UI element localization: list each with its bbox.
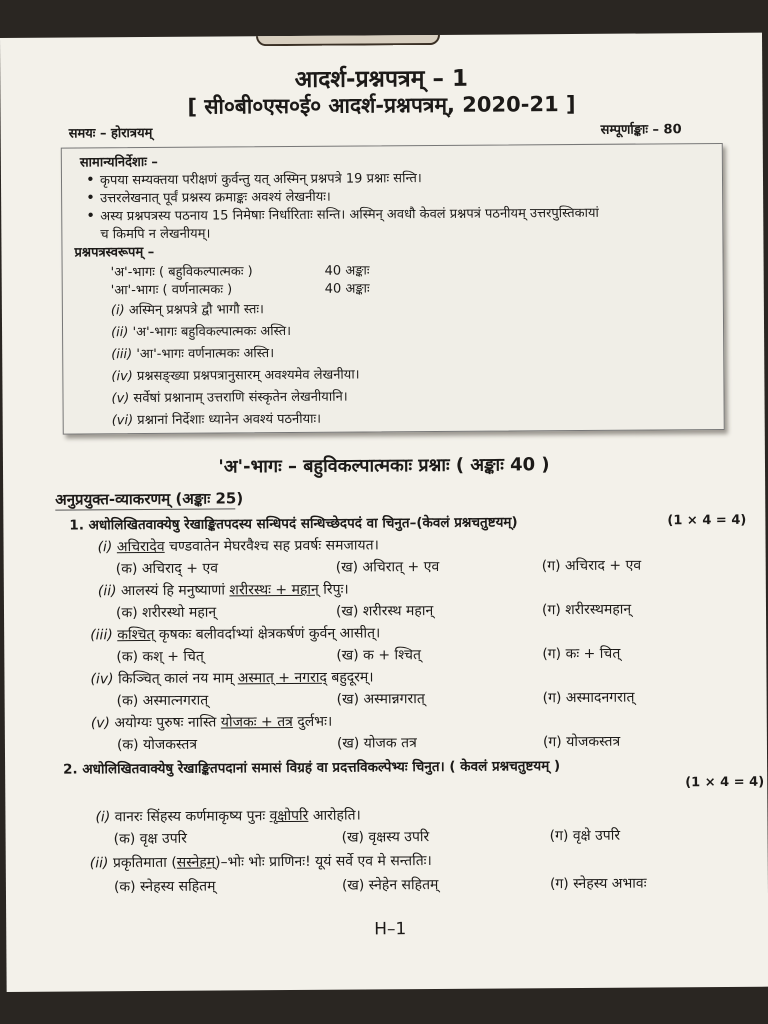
note-item: (iv) प्रश्नसङ्ख्या प्रश्नपत्रानुसारम् अवश्यमेव लेखनीया। bbox=[111, 367, 360, 385]
note-item: (i) अस्मिन् प्रश्नपत्रे द्वौ भागौ स्तः। bbox=[110, 302, 264, 319]
option-kha[interactable]: (ख) अस्मान्नगरात् bbox=[336, 691, 425, 708]
option-ka[interactable]: (क) वृक्ष उपरि bbox=[113, 830, 188, 848]
option-ga[interactable]: (ग) वृक्षे उपरि bbox=[549, 827, 621, 845]
option-ga[interactable]: (ग) अस्मादनगरात् bbox=[542, 689, 635, 707]
q1-sentence-iv: (iv) किञ्चित् कालं नय माम् अस्मात् + नगराद् बहुदूरम्। bbox=[90, 669, 374, 688]
option-ga[interactable]: (ग) योजकस्तत्र bbox=[542, 733, 621, 751]
part-b-marks: 40 अङ्काः bbox=[324, 281, 370, 297]
grammar-subheading: अनुप्रयुक्त-व्याकरणम् (अङ्काः 25) bbox=[55, 489, 244, 509]
option-ga[interactable]: (ग) शरीरस्थमहान् bbox=[541, 601, 632, 619]
paper-title: आदर्श-प्रश्नपत्रम् – 1 bbox=[294, 65, 469, 93]
instruction-continuation: च किमपि न लेखनीयम्। bbox=[100, 226, 211, 243]
note-item: (ii) 'अ'-भागः बहुविकल्पात्मकः अस्ति। bbox=[111, 323, 292, 341]
marks-label: सम्पूर्णाङ्काः – 80 bbox=[600, 122, 682, 138]
page-number: H–1 bbox=[374, 919, 407, 940]
part-b-label: 'आ'-भागः ( वर्णनात्मकः ) bbox=[110, 282, 233, 299]
instruction-bullet: • उत्तरलेखनात् पूर्वं प्रश्नस्य क्रमाङ्कः अवश्यं लेखनीयः। bbox=[100, 187, 331, 207]
q1-sentence-iii: (iii) कश्चित् कृषकः बलीवर्दाभ्यां क्षेत्रकर्षणं कुर्वन् आसीत्। bbox=[90, 625, 381, 644]
option-ka[interactable]: (क) योजकस्तत्र bbox=[116, 736, 198, 754]
part-a-marks: 40 अङ्काः bbox=[324, 263, 370, 279]
note-item: (vi) प्रश्नानां निर्देशाः ध्यानेन अवश्यं पठनीयाः। bbox=[111, 411, 322, 429]
exam-page bbox=[0, 33, 768, 992]
question-2-marks: (1 × 4 = 4) bbox=[685, 774, 765, 791]
instructions-heading: सामान्यनिर्देशाः – bbox=[79, 154, 158, 171]
q1-sentence-i: (i) अचिरादेव चण्डवातेन मेघरवैश्च सह प्रवर्षः समजायत। bbox=[97, 537, 379, 556]
option-kha[interactable]: (ख) स्नेहेन सहितम् bbox=[341, 876, 439, 894]
question-1-marks: (1 × 4 = 4) bbox=[667, 512, 747, 529]
format-heading: प्रश्नपत्रस्वरूपम् – bbox=[74, 244, 155, 261]
question-1-text: 1. अधोलिखितवाक्येषु रेखाङ्कितपदस्य सन्धिपदं सन्धिच्छेदपदं वा चिनुत–(केवलं प्रश्नचतुष्टयम्) bbox=[69, 514, 518, 534]
note-item: (iii) 'आ'-भागः वर्णनात्मकः अस्ति। bbox=[111, 346, 275, 363]
q1-sentence-ii: (ii) आलस्यं हि मनुष्याणां शरीरस्थः + महान् रिपुः। bbox=[97, 581, 349, 600]
option-ka[interactable]: (क) अस्मात्नगरात् bbox=[116, 692, 209, 710]
instructions-box bbox=[61, 143, 725, 435]
q1-sentence-v: (v) अयोग्यः पुरुषः नास्ति योजकः + तत्र दुर्लभः। bbox=[90, 713, 333, 732]
paper-subtitle: [ सी०बी०एस०ई० आदर्श-प्रश्नपत्रम्, 2020-21 ] bbox=[187, 91, 576, 119]
option-kha[interactable]: (ख) अचिरात् + एव bbox=[335, 558, 440, 576]
option-ga[interactable]: (ग) अचिराद + एव bbox=[541, 557, 642, 575]
option-ga[interactable]: (ग) कः + चित् bbox=[542, 645, 621, 663]
note-item: (v) सर्वेषां प्रश्नानाम् उत्तराणि संस्कृतेन लेखनीयानि। bbox=[111, 389, 348, 407]
question-2-text: 2. अधोलिखितवाक्येषु रेखाङ्कितपदानां समासं विग्रहं वा प्रदत्तविकल्पेभ्यः चिनुत। ( केवलं प्रश्नचतुष्टयम् ) bbox=[63, 758, 561, 778]
option-ka[interactable]: (क) स्नेहस्य सहितम् bbox=[113, 878, 216, 896]
option-kha[interactable]: (ख) योजक तत्र bbox=[336, 735, 417, 752]
option-kha[interactable]: (ख) वृक्षस्य उपरि bbox=[341, 829, 430, 846]
clipboard-clip bbox=[256, 33, 440, 47]
option-kha[interactable]: (ख) शरीरस्थ महान् bbox=[335, 602, 434, 620]
option-ka[interactable]: (क) अचिराद् + एव bbox=[115, 560, 219, 578]
part-a-label: 'अ'-भागः ( बहुविकल्पात्मकः ) bbox=[110, 264, 253, 281]
option-ka[interactable]: (क) शरीरस्थो महान् bbox=[115, 604, 217, 622]
subheading-underline bbox=[55, 508, 235, 510]
section-heading: 'अ'-भागः – बहुविकल्पात्मकाः प्रश्नाः ( अङ्काः 40 ) bbox=[218, 454, 550, 478]
instruction-bullet: • कृपया सम्यक्तया परीक्षणं कुर्वन्तु यत् अस्मिन् प्रश्नपत्रे 19 प्रश्नाः सन्ति। bbox=[100, 168, 422, 188]
q2-sentence-ii: (ii) प्रकृतिमाता (सस्नेहम्)–भोः भोः प्राणिनः! यूयं सर्वे एव मे सन्ततिः। bbox=[89, 853, 432, 872]
option-kha[interactable]: (ख) क + श्चित् bbox=[336, 647, 422, 664]
option-ga[interactable]: (ग) स्नेहस्य अभावः bbox=[549, 875, 647, 893]
time-label: समयः – होरात्रयम् bbox=[68, 125, 153, 142]
instruction-bullet: • अस्य प्रश्नपत्रस्य पठनाय 15 निमेषाः निर्धारिताः सन्ति। अस्मिन् अवधौ केवलं प्रश्नपत्रं पठनीयम् उत्तरपुस्तिकायां bbox=[100, 203, 599, 224]
q2-sentence-i: (i) वानरः सिंहस्य कर्णमाकृष्य पुनः वृक्षोपरि आरोहति। bbox=[95, 807, 361, 826]
option-ka[interactable]: (क) कश् + चित् bbox=[116, 648, 204, 666]
